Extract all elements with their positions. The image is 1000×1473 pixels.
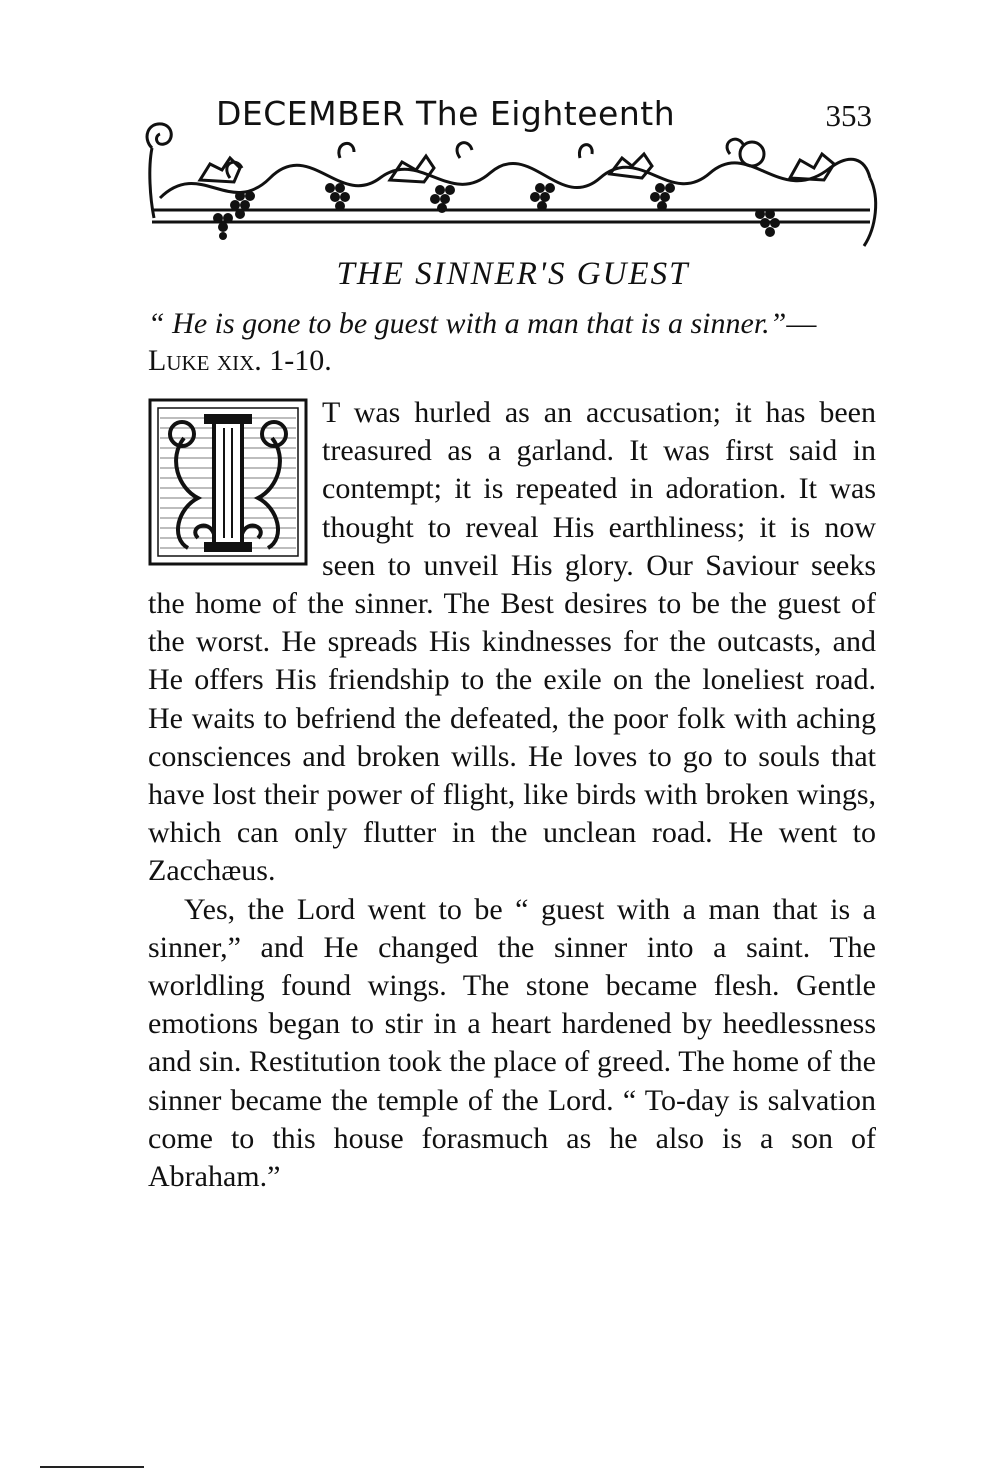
page-title: THE SINNER'S GUEST <box>336 256 690 292</box>
epigraph-dash: — <box>786 307 817 340</box>
header-month: DECEMBER <box>216 94 406 133</box>
paragraph-2: Yes, the Lord went to be “ guest with a man that is a sinner,” and He changed the sinner into a saint. The worldling found wings. The stone became flesh. Gentle emotions began to stir in a heart hardened by heedlessness and sin. Restitution took the place of greed. The home of the sinner became the temple of the Lord. “ To-day is salvation come to this house forasmuch as he also is a son of Abraham.” <box>148 892 876 1194</box>
ornate-drop-cap-icon <box>148 398 308 566</box>
grapevine-ornament-icon <box>140 118 880 258</box>
body-text <box>148 394 876 1196</box>
paragraph-1: T was hurled as an accusation; it has been treasured as a garland. It was first said in contempt; it is repeated in adoration. It was thought to reveal His earthliness; it is now seen to unveil His glory. Our Saviour seeks the home of the sinner. The Best desires to be the guest of the worst. He spreads His kindnesses for the outcasts, and He offers His friendship to the exile on the loneliest road. He waits to befriend the defeated, the poor folk with aching consciences and broken wills. He loves to go to souls that have lost their power of flight, like birds with broken wings, which can only flutter in the unclean road. He went to Zacchæus. <box>148 396 876 888</box>
header-day: The Eighteenth <box>416 94 676 133</box>
epigraph-quote: “ He is gone to be guest with a man that is a sinner.” <box>148 307 787 340</box>
epigraph-reference: Luke xix. 1-10. <box>148 344 332 377</box>
epigraph <box>148 305 876 379</box>
page-number: 353 <box>825 98 872 133</box>
footer-rule <box>40 1466 144 1468</box>
